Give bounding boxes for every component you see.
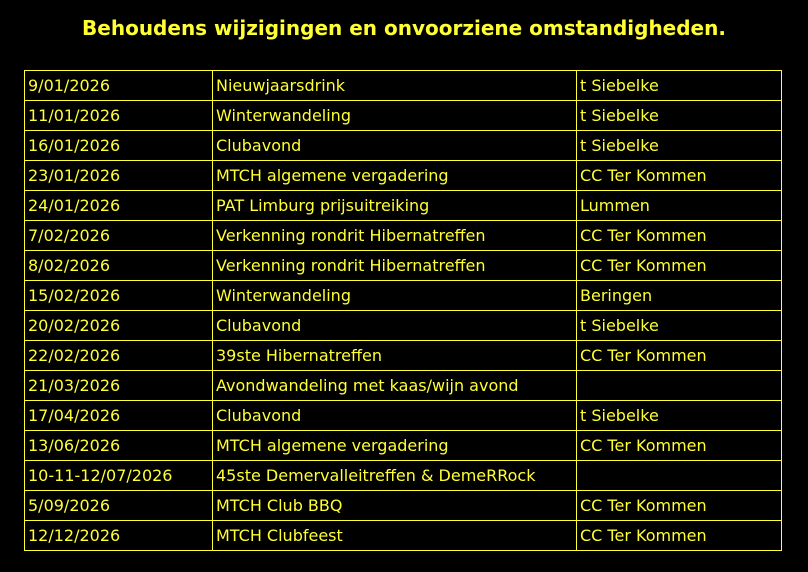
event-name-cell: Clubavond bbox=[213, 401, 577, 431]
event-date-cell: 13/06/2026 bbox=[25, 431, 213, 461]
event-name-cell: Verkenning rondrit Hibernatreffen bbox=[213, 221, 577, 251]
event-location-cell: CC Ter Kommen bbox=[577, 161, 782, 191]
event-location-cell: CC Ter Kommen bbox=[577, 221, 782, 251]
event-name-cell: Avondwandeling met kaas/wijn avond bbox=[213, 371, 577, 401]
table-row bbox=[25, 401, 782, 431]
event-name-cell: 39ste Hibernatreffen bbox=[213, 341, 577, 371]
page-title: Behoudens wijzigingen en onvoorziene omstandigheden. bbox=[82, 16, 726, 40]
event-date-cell: 20/02/2026 bbox=[25, 311, 213, 341]
event-location-cell: CC Ter Kommen bbox=[577, 521, 782, 551]
event-name-cell: Winterwandeling bbox=[213, 101, 577, 131]
table-row bbox=[25, 221, 782, 251]
event-date-cell: 7/02/2026 bbox=[25, 221, 213, 251]
event-location-cell: t Siebelke bbox=[577, 131, 782, 161]
event-name-cell: MTCH algemene vergadering bbox=[213, 161, 577, 191]
event-date-cell: 17/04/2026 bbox=[25, 401, 213, 431]
event-name-cell: Nieuwjaarsdrink bbox=[213, 71, 577, 101]
event-name-cell: Clubavond bbox=[213, 311, 577, 341]
event-location-cell: Lummen bbox=[577, 191, 782, 221]
event-location-cell bbox=[577, 461, 782, 491]
table-row bbox=[25, 341, 782, 371]
event-name-cell: 45ste Demervalleitreffen & DemeRRock bbox=[213, 461, 577, 491]
event-date-cell: 24/01/2026 bbox=[25, 191, 213, 221]
table-row bbox=[25, 371, 782, 401]
event-name-cell: Verkenning rondrit Hibernatreffen bbox=[213, 251, 577, 281]
event-date-cell: 15/02/2026 bbox=[25, 281, 213, 311]
event-location-cell: t Siebelke bbox=[577, 101, 782, 131]
event-date-cell: 21/03/2026 bbox=[25, 371, 213, 401]
table-row bbox=[25, 281, 782, 311]
event-name-cell: Winterwandeling bbox=[213, 281, 577, 311]
table-row bbox=[25, 521, 782, 551]
event-location-cell: CC Ter Kommen bbox=[577, 251, 782, 281]
event-date-cell: 11/01/2026 bbox=[25, 101, 213, 131]
event-location-cell: Beringen bbox=[577, 281, 782, 311]
event-location-cell: CC Ter Kommen bbox=[577, 341, 782, 371]
event-date-cell: 10-11-12/07/2026 bbox=[25, 461, 213, 491]
event-date-cell: 9/01/2026 bbox=[25, 71, 213, 101]
table-row bbox=[25, 161, 782, 191]
event-location-cell: t Siebelke bbox=[577, 401, 782, 431]
events-table bbox=[24, 70, 782, 551]
event-location-cell: t Siebelke bbox=[577, 311, 782, 341]
event-name-cell: MTCH Clubfeest bbox=[213, 521, 577, 551]
event-name-cell: MTCH algemene vergadering bbox=[213, 431, 577, 461]
event-date-cell: 23/01/2026 bbox=[25, 161, 213, 191]
event-date-cell: 12/12/2026 bbox=[25, 521, 213, 551]
event-location-cell: CC Ter Kommen bbox=[577, 491, 782, 521]
table-row bbox=[25, 101, 782, 131]
table-row bbox=[25, 131, 782, 161]
table-row bbox=[25, 431, 782, 461]
table-row bbox=[25, 311, 782, 341]
event-date-cell: 22/02/2026 bbox=[25, 341, 213, 371]
table-row bbox=[25, 251, 782, 281]
event-name-cell: PAT Limburg prijsuitreiking bbox=[213, 191, 577, 221]
event-location-cell: t Siebelke bbox=[577, 71, 782, 101]
events-table-body bbox=[25, 71, 782, 551]
event-location-cell bbox=[577, 371, 782, 401]
event-name-cell: MTCH Club BBQ bbox=[213, 491, 577, 521]
table-row bbox=[25, 191, 782, 221]
event-date-cell: 16/01/2026 bbox=[25, 131, 213, 161]
event-name-cell: Clubavond bbox=[213, 131, 577, 161]
table-row bbox=[25, 71, 782, 101]
event-location-cell: CC Ter Kommen bbox=[577, 431, 782, 461]
table-row bbox=[25, 491, 782, 521]
table-row bbox=[25, 461, 782, 491]
event-date-cell: 5/09/2026 bbox=[25, 491, 213, 521]
event-date-cell: 8/02/2026 bbox=[25, 251, 213, 281]
